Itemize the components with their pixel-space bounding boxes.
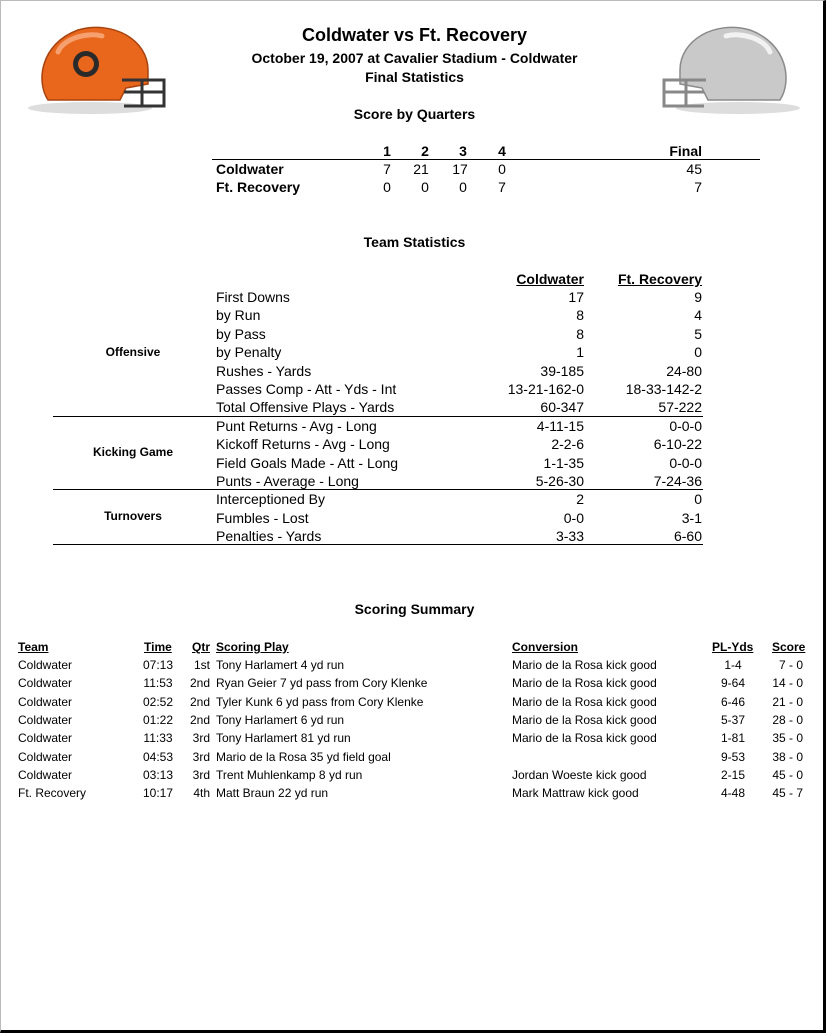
score-pl-yds: 5-37 <box>720 712 746 727</box>
stat-away-value: 9 <box>694 289 702 305</box>
score-play: Tony Harlamert 4 yd run <box>216 658 345 672</box>
stat-group-label: Offensive <box>105 345 161 359</box>
col-header-team: Team <box>18 640 49 654</box>
stat-away-value: 24-80 <box>666 362 702 379</box>
score-qtr: 3rd <box>192 731 210 746</box>
game-date-line: October 19, 2007 at Cavalier Stadium - Coldwater <box>251 50 578 66</box>
score-play: Mario de la Rosa 35 yd field goal <box>216 749 391 764</box>
home-column-header: Coldwater <box>516 271 584 287</box>
score-qtr: 1st <box>193 658 210 672</box>
score-pl-yds: 9-53 <box>720 749 746 764</box>
stat-label: Punt Returns - Avg - Long <box>216 417 377 434</box>
stat-home-value: 3-33 <box>555 528 584 545</box>
stat-label: Field Goals Made - Att - Long <box>216 454 399 471</box>
score-pl-yds: 1-4 <box>724 658 742 672</box>
score-pl-yds: 4-48 <box>720 786 746 801</box>
stat-home-value: 5-26-30 <box>535 473 584 489</box>
score-team: Coldwater <box>18 731 73 746</box>
score-qtr: 2nd <box>189 694 210 709</box>
stat-away-value: 3-1 <box>681 509 702 526</box>
score-time: 03:13 <box>142 767 174 782</box>
stat-home-value: 13-21-162-0 <box>507 381 584 397</box>
divider <box>53 544 703 545</box>
score-qtr: 2nd <box>189 712 210 727</box>
stat-label: Fumbles - Lost <box>216 509 309 526</box>
stat-home-value: 8 <box>576 307 584 324</box>
score-pl-yds: 1-81 <box>720 731 746 746</box>
stat-label: Interceptioned By <box>216 491 325 508</box>
quarter-score: 7 <box>383 161 391 177</box>
col-header-score: Score <box>772 640 806 654</box>
score-time: 02:52 <box>142 694 174 709</box>
stat-away-value: 7-24-36 <box>653 473 702 489</box>
quarter-score: 7 <box>498 179 506 195</box>
quarter-header: 3 <box>459 143 467 159</box>
quarter-header: 2 <box>421 143 429 159</box>
score-running: 7 - 0 <box>778 658 803 672</box>
score-play: Tyler Kunk 6 yd pass from Cory Klenke <box>216 694 424 709</box>
score-team: Coldwater <box>18 658 73 672</box>
stat-label: by Penalty <box>216 344 282 361</box>
final-score: 45 <box>686 161 702 177</box>
col-header-scoring-play: Scoring Play <box>216 640 289 654</box>
divider <box>53 416 703 417</box>
stat-label: by Run <box>216 307 261 324</box>
quarter-score: 0 <box>459 179 467 195</box>
score-play: Matt Braun 22 yd run <box>216 786 329 801</box>
scoring-summary-heading: Scoring Summary <box>354 601 475 617</box>
score-running: 38 - 0 <box>772 749 803 764</box>
col-header-qtr: Qtr <box>192 640 210 654</box>
score-conversion: Mario de la Rosa kick good <box>512 731 657 746</box>
col-header-pl-yds: PL-Yds <box>712 640 754 654</box>
score-conversion: Jordan Woeste kick good <box>512 767 647 782</box>
page-title: Coldwater vs Ft. Recovery <box>301 25 528 45</box>
stat-away-value: 0-0-0 <box>669 454 702 471</box>
score-conversion: Mario de la Rosa kick good <box>512 658 657 672</box>
stat-home-value: 2 <box>576 491 584 508</box>
stat-home-value: 1 <box>576 344 584 361</box>
stat-home-value: 60-347 <box>540 399 584 416</box>
score-team: Coldwater <box>18 694 73 709</box>
stat-home-value: 39-185 <box>540 362 584 379</box>
score-time: 01:22 <box>142 712 174 727</box>
score-play: Trent Muhlenkamp 8 yd run <box>216 767 363 782</box>
score-play: Ryan Geier 7 yd pass from Cory Klenke <box>216 676 428 691</box>
score-play: Tony Harlamert 81 yd run <box>216 731 351 746</box>
stat-label: First Downs <box>216 289 290 305</box>
stat-home-value: 4-11-15 <box>536 417 584 434</box>
team-name: Ft. Recovery <box>216 179 301 195</box>
stat-away-value: 0 <box>694 344 702 361</box>
stat-away-value: 57-222 <box>658 399 702 416</box>
score-by-quarters-heading: Score by Quarters <box>353 106 476 122</box>
score-team: Coldwater <box>18 676 73 691</box>
score-pl-yds: 6-46 <box>720 694 746 709</box>
stat-away-value: 18-33-142-2 <box>625 381 702 397</box>
divider <box>53 489 703 490</box>
stat-label: Rushes - Yards <box>216 362 312 379</box>
score-qtr: 3rd <box>192 767 210 782</box>
quarter-header: 4 <box>498 143 506 159</box>
stat-away-value: 0 <box>694 491 702 508</box>
quarter-score: 0 <box>498 161 506 177</box>
score-running: 21 - 0 <box>772 694 803 709</box>
quarter-score: 17 <box>452 161 468 177</box>
stat-home-value: 0-0 <box>563 509 584 526</box>
quarter-header: 1 <box>383 143 391 159</box>
score-qtr: 3rd <box>192 749 210 764</box>
score-conversion: Mario de la Rosa kick good <box>512 676 657 691</box>
stat-label: Kickoff Returns - Avg - Long <box>216 436 390 453</box>
score-play: Tony Harlamert 6 yd run <box>216 712 345 727</box>
score-pl-yds: 2-15 <box>720 767 746 782</box>
away-column-header: Ft. Recovery <box>617 271 702 287</box>
stat-group-label: Kicking Game <box>92 445 174 459</box>
score-qtr: 4th <box>193 786 210 801</box>
score-team: Coldwater <box>18 712 73 727</box>
divider <box>212 159 760 160</box>
score-running: 45 - 0 <box>772 767 803 782</box>
quarter-score: 0 <box>421 179 429 195</box>
score-team: Ft. Recovery <box>18 786 87 801</box>
quarter-score: 21 <box>413 161 429 177</box>
stat-home-value: 8 <box>576 325 584 342</box>
stat-home-value: 17 <box>568 289 584 305</box>
final-header: Final <box>669 143 702 159</box>
team-statistics-heading: Team Statistics <box>363 234 466 250</box>
quarter-score: 0 <box>383 179 391 195</box>
stat-away-value: 6-60 <box>673 528 702 545</box>
stat-label: by Pass <box>216 325 266 342</box>
score-running: 35 - 0 <box>772 731 803 746</box>
score-conversion: Mario de la Rosa kick good <box>512 712 657 727</box>
score-qtr: 2nd <box>189 676 210 691</box>
stat-label: Penalties - Yards <box>216 528 322 545</box>
stat-label: Passes Comp - Att - Yds - Int <box>216 381 397 397</box>
stat-home-value: 1-1-35 <box>543 454 584 471</box>
stat-away-value: 6-10-22 <box>653 436 702 453</box>
score-time: 10:17 <box>142 786 174 801</box>
score-running: 28 - 0 <box>772 712 803 727</box>
score-time: 11:33 <box>143 731 173 746</box>
stat-label: Punts - Average - Long <box>216 473 359 489</box>
page-subtitle: Final Statistics <box>365 69 464 85</box>
score-running: 14 - 0 <box>772 676 803 691</box>
stat-home-value: 2-2-6 <box>551 436 584 453</box>
score-running: 45 - 7 <box>772 786 803 801</box>
score-time: 11:53 <box>143 676 173 691</box>
stat-away-value: 5 <box>694 325 702 342</box>
score-team: Coldwater <box>18 749 73 764</box>
stat-away-value: 4 <box>694 307 702 324</box>
team-name: Coldwater <box>216 161 284 177</box>
score-pl-yds: 9-64 <box>720 676 746 691</box>
final-score: 7 <box>694 179 702 195</box>
col-header-conversion: Conversion <box>512 640 579 654</box>
stat-away-value: 0-0-0 <box>669 417 702 434</box>
stat-label: Total Offensive Plays - Yards <box>216 399 395 416</box>
score-team: Coldwater <box>18 767 73 782</box>
score-time: 04:53 <box>142 749 174 764</box>
stat-group-label: Turnovers <box>104 509 162 523</box>
score-time: 07:13 <box>142 658 174 672</box>
score-conversion: Mark Mattraw kick good <box>512 786 639 801</box>
score-conversion: Mario de la Rosa kick good <box>512 694 657 709</box>
col-header-time: Time <box>144 640 172 654</box>
